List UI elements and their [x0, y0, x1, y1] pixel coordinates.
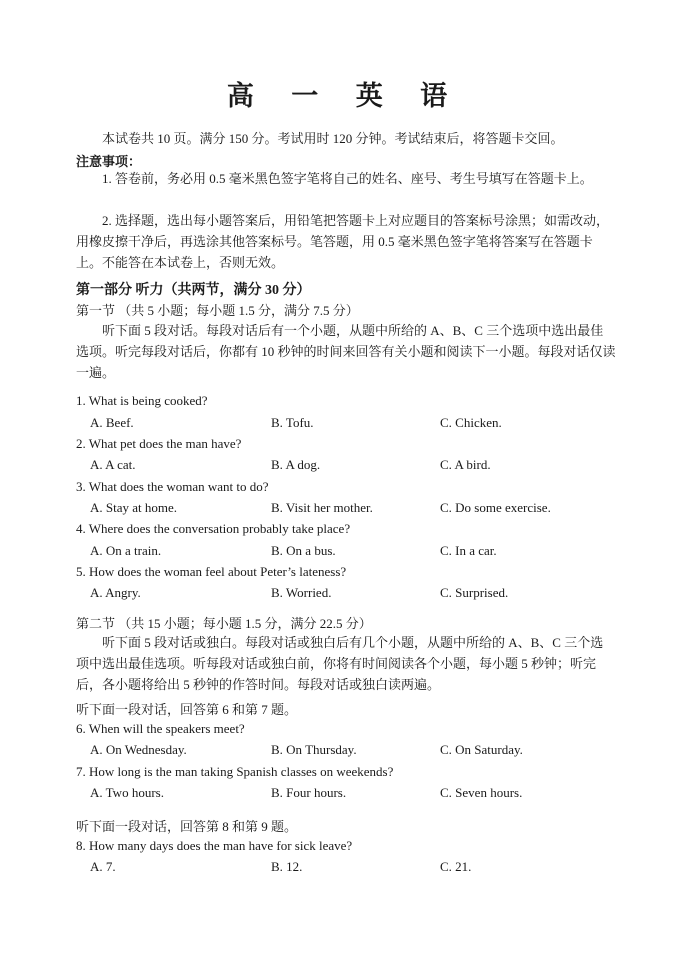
option-a: A. A cat. [90, 457, 136, 472]
question-stem: 8. How many days does the man have for sick leave? [76, 838, 353, 853]
listening-prompt: 听下面一段对话，回答第 6 和第 7 题。 [76, 702, 298, 717]
listening-prompt: 听下面一段对话，回答第 8 和第 9 题。 [76, 819, 298, 834]
question-stem: 6. When will the speakers meet? [76, 721, 245, 736]
exam-intro: 本试卷共 10 页。满分 150 分。考试用时 120 分钟。考试结束后，将答题卡交回。 [102, 131, 564, 146]
question-stem: 4. Where does the conversation probably take place? [76, 521, 351, 536]
option-c: C. Seven hours. [440, 785, 523, 800]
option-c: C. Chicken. [440, 415, 502, 430]
option-b: B. Worried. [271, 585, 332, 600]
option-c: C. 21. [440, 859, 472, 874]
option-c: C. In a car. [440, 543, 497, 558]
section2-heading: 第二节 （共 15 小题；每小题 1.5 分，满分 22.5 分） [76, 616, 372, 631]
option-b: B. 12. [271, 859, 303, 874]
option-a: A. Stay at home. [90, 500, 178, 515]
option-a: A. 7. [90, 859, 116, 874]
option-b: B. Tofu. [271, 415, 314, 430]
page-title: 高 一 英 语 [226, 81, 462, 112]
option-c: C. Surprised. [440, 585, 509, 600]
notice-heading: 注意事项： [76, 154, 142, 169]
question-stem: 2. What pet does the man have? [76, 436, 242, 451]
question-stem: 3. What does the woman want to do? [76, 479, 269, 494]
option-c: C. Do some exercise. [440, 500, 551, 515]
section1-heading: 第一节 （共 5 小题；每小题 1.5 分，满分 7.5 分） [76, 303, 359, 318]
question-stem: 7. How long is the man taking Spanish classes on weekends? [76, 764, 394, 779]
option-c: C. On Saturday. [440, 742, 523, 757]
option-b: B. Visit her mother. [271, 500, 373, 515]
option-a: A. Beef. [90, 415, 134, 430]
option-a: A. Angry. [90, 585, 141, 600]
option-b: B. A dog. [271, 457, 321, 472]
option-a: A. On Wednesday. [90, 742, 187, 757]
question-stem: 1. What is being cooked? [76, 393, 208, 408]
part1-heading: 第一部分 听力（共两节，满分 30 分） [76, 283, 311, 298]
section2-instructions: 听下面 5 段对话或独白。每段对话或独白后有几个小题，从题中所给的 A、B、C 三个选项中选出最佳选项。听每段对话或独白前，你将有时间阅读各个小题，每小题 5 秒钟；听完后，各小题将给出 5 秒钟的作答时间。每段对话或独白读两遍。 [76, 635, 604, 692]
option-b: B. On a bus. [271, 543, 336, 558]
option-b: B. Four hours. [271, 785, 347, 800]
section1-instructions: 听下面 5 段对话。每段对话后有一个小题，从题中所给的 A、B、C 三个选项中选出最佳选项。听完每段对话后，你都有 10 秒钟的时间来回答有关小题和阅读下一小题。每段对话仅读一遍。 [76, 323, 616, 380]
option-b: B. On Thursday. [271, 742, 357, 757]
option-c: C. A bird. [440, 457, 491, 472]
question-stem: 5. How does the woman feel about Peter’s lateness? [76, 564, 347, 579]
notice-item-1: 1. 答卷前，务必用 0.5 毫米黑色签字笔将自己的姓名、座号、考生号填写在答题卡上。 [102, 171, 593, 186]
option-a: A. Two hours. [90, 785, 164, 800]
notice-item-2: 2. 选择题，选出每小题答案后，用铅笔把答题卡上对应题目的答案标号涂黑；如需改动，用橡皮擦干净后，再选涂其他答案标号。笔答题，用 0.5 毫米黑色签字笔将答案写在答题卡上。不能答在本试卷上，否则无效。 [76, 213, 610, 270]
option-a: A. On a train. [90, 543, 162, 558]
